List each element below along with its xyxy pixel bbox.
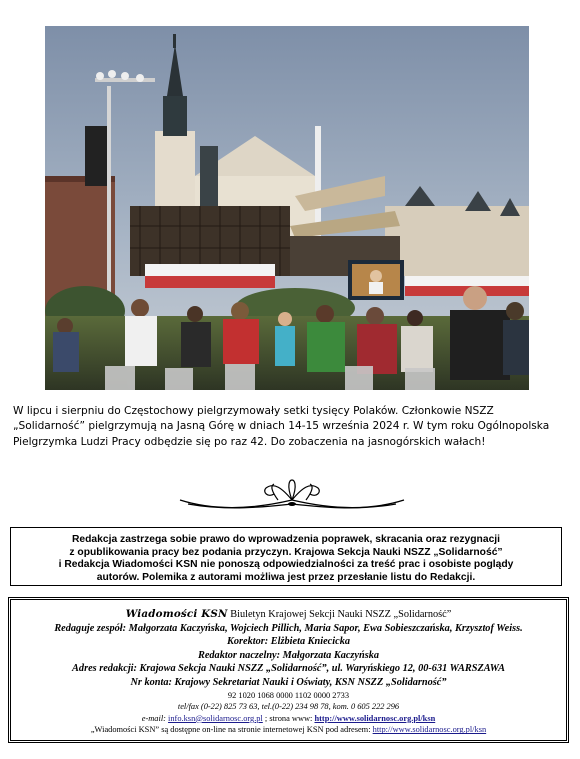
photo-jasna-gora-pilgrimage [45,26,529,390]
pilgrimage-photo [45,26,529,390]
online-url-link[interactable]: http://www.solidarnosc.org.pl/ksn [372,725,487,735]
notice-line-1: Redakcja zastrzega sobie prawo do wprowadzenia poprawek, skracania oraz rezygnacji [71,534,501,545]
brand-name: Wiadomości KSN [125,608,228,620]
masthead-title [11,608,566,622]
website-link[interactable]: http://www.solidarnosc.org.pl/ksn [314,713,436,723]
editorial-team: Redaguje zespół: Małgorzata Kaczyńska, Wojciech Pillich, Maria Sapor, Ewa Sobieszczańska, Krzysztof Weiss. [54,622,523,634]
online-availability [11,724,566,736]
bank-account-number: 92 1020 1068 0000 1102 0000 2733 [227,690,350,700]
email-link[interactable]: info.ksn@solidarnosc.org.pl [168,713,263,723]
brand-subtitle: Biuletyn Krajowej Sekcji Nauki NSZZ „Solidarność” [227,609,452,620]
editorial-address: Adres redakcji: Krajowa Sekcja Nauki NSZZ „Solidarność”, ul. Waryńskiego 12, 00-631 WARSZAWA [72,663,505,675]
bank-account-label: Nr konta: Krajowy Sekretariat Nauki i Oświaty, KSN NSZZ „Solidarność” [130,676,447,688]
masthead-footer [8,597,569,743]
phone-numbers: tel/fax (0-22) 825 73 63, tel.(0-22) 234 98 78, kom. 0 605 222 296 [177,702,400,712]
editor-in-chief: Redaktor naczelny: Małgorzata Kaczyńska [197,649,380,661]
web-label: ; strona www: [262,713,315,723]
notice-line-2: z opublikowania pracy bez podania przyczyn. Krajowa Sekcja Nauki NSZZ „Solidarność” [69,546,503,558]
notice-line-3: i Redakcja Wiadomości KSN nie ponoszą odpowiedzialności za treść prac i osobiste poglądy [58,559,514,571]
photo-caption: W lipcu i sierpniu do Częstochowy pielgrzymowały setki tysięcy Polaków. Członkowie NSZZ „Solidarność” pielgrzymują na Jasną Górę w dniach 14-15 września 2024 r. W tym roku Ogólnopolska Pielgrzymka Ludzi Pracy odbędzie się po raz 42. Do zobaczenia na jasnogórskich wałach! [13,405,550,448]
editorial-notice [10,527,562,586]
proofreader: Korektor: Elżbieta Kniecicka [227,636,350,648]
notice-line-4: autorów. Polemika z autorami możliwa jest przez przesłanie listu do Redakcji. [96,571,476,583]
online-text: „Wiadomości KSN” są dostępne on-line na stronie internetowej KSN pod adresem: [90,725,373,735]
ornamental-divider-icon [178,478,406,514]
email-label: e-mail: [141,713,169,723]
contact-line [11,713,566,725]
